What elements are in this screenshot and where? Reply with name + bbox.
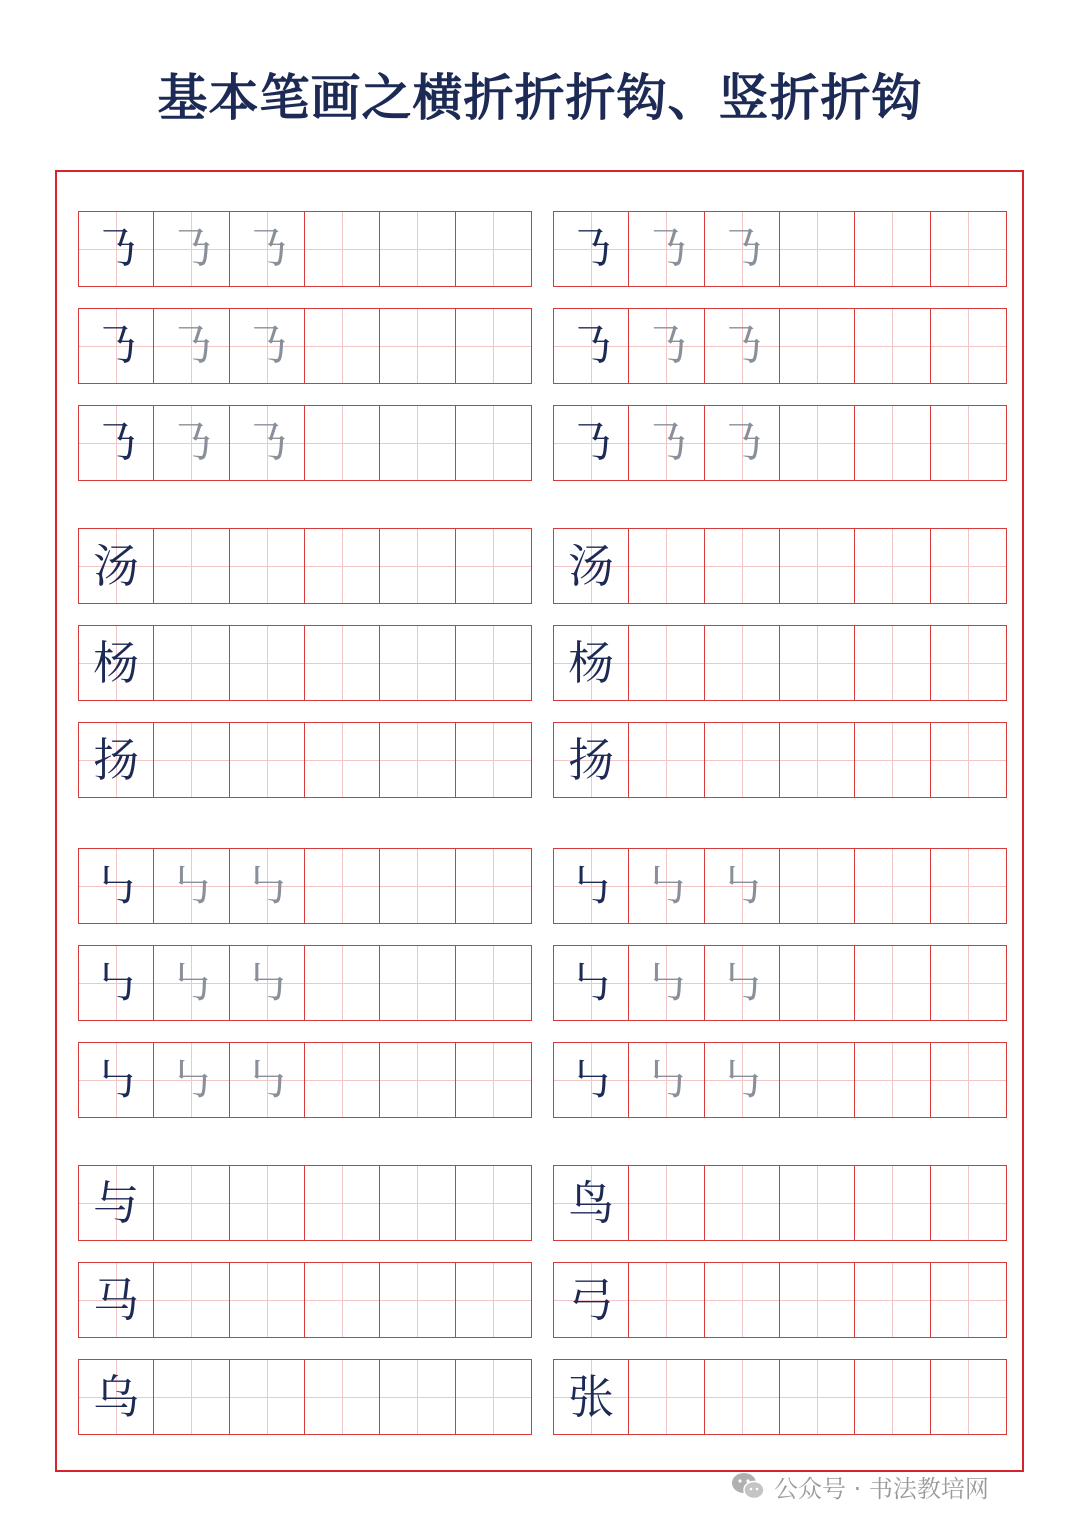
- grid-cell[interactable]: [855, 946, 930, 1020]
- model-character: 扬: [568, 733, 615, 787]
- model-character: 汤: [568, 539, 615, 593]
- grid-cell[interactable]: [154, 723, 229, 797]
- model-character: 马: [93, 1273, 140, 1327]
- grid-cell[interactable]: [230, 1043, 305, 1117]
- grid-cell[interactable]: [456, 626, 531, 700]
- model-character: ㇡: [93, 416, 140, 470]
- grid-cell[interactable]: [79, 946, 154, 1020]
- grid-cell[interactable]: [154, 529, 229, 603]
- trace-character: ㇉: [168, 956, 215, 1010]
- practice-row-right: [553, 625, 1007, 701]
- grid-cell[interactable]: [554, 849, 629, 923]
- grid-cell[interactable]: [305, 1166, 380, 1240]
- model-character: 张: [568, 1370, 615, 1424]
- trace-character: ㇉: [643, 859, 690, 913]
- grid-cell[interactable]: [855, 406, 930, 480]
- trace-character: ㇡: [643, 222, 690, 276]
- grid-cell[interactable]: [230, 529, 305, 603]
- practice-row-left: [78, 528, 532, 604]
- grid-cell[interactable]: [154, 946, 229, 1020]
- model-character: ㇉: [93, 956, 140, 1010]
- grid-cell[interactable]: [456, 723, 531, 797]
- grid-cell[interactable]: [380, 1043, 455, 1117]
- grid-cell[interactable]: [554, 1043, 629, 1117]
- grid-cell[interactable]: [230, 212, 305, 286]
- grid-cell[interactable]: [79, 1263, 154, 1337]
- grid-cell[interactable]: [705, 212, 780, 286]
- grid-cell[interactable]: [855, 1263, 930, 1337]
- grid-cell[interactable]: [780, 723, 855, 797]
- grid-cell[interactable]: [380, 212, 455, 286]
- trace-character: ㇡: [168, 319, 215, 373]
- grid-cell[interactable]: [230, 626, 305, 700]
- grid-cell[interactable]: [305, 723, 380, 797]
- grid-cell[interactable]: [305, 849, 380, 923]
- model-character: ㇉: [93, 1053, 140, 1107]
- grid-cell[interactable]: [554, 1263, 629, 1337]
- grid-cell[interactable]: [780, 529, 855, 603]
- grid-cell[interactable]: [705, 1043, 780, 1117]
- grid-cell[interactable]: [305, 309, 380, 383]
- practice-row-left: [78, 1262, 532, 1338]
- grid-cell[interactable]: [554, 1166, 629, 1240]
- model-character: ㇉: [93, 859, 140, 913]
- grid-cell[interactable]: [456, 1263, 531, 1337]
- grid-cell[interactable]: [79, 309, 154, 383]
- practice-row-left: [78, 848, 532, 924]
- grid-cell[interactable]: [79, 212, 154, 286]
- model-character: 杨: [568, 636, 615, 690]
- grid-cell[interactable]: [154, 626, 229, 700]
- grid-cell[interactable]: [79, 723, 154, 797]
- model-character: 杨: [93, 636, 140, 690]
- grid-cell[interactable]: [705, 309, 780, 383]
- grid-cell[interactable]: [554, 212, 629, 286]
- grid-cell[interactable]: [554, 723, 629, 797]
- grid-cell[interactable]: [154, 1043, 229, 1117]
- grid-cell[interactable]: [230, 849, 305, 923]
- grid-cell[interactable]: [305, 1263, 380, 1337]
- practice-row-right: [553, 405, 1007, 481]
- practice-row-left: [78, 405, 532, 481]
- grid-cell[interactable]: [931, 1360, 1006, 1434]
- grid-cell[interactable]: [780, 212, 855, 286]
- trace-character: ㇉: [168, 1053, 215, 1107]
- grid-cell[interactable]: [456, 529, 531, 603]
- grid-cell[interactable]: [380, 1166, 455, 1240]
- grid-cell[interactable]: [855, 212, 930, 286]
- grid-cell[interactable]: [554, 1360, 629, 1434]
- grid-cell[interactable]: [931, 529, 1006, 603]
- grid-cell[interactable]: [230, 406, 305, 480]
- grid-cell[interactable]: [554, 946, 629, 1020]
- grid-cell[interactable]: [705, 946, 780, 1020]
- model-character: 弓: [568, 1273, 615, 1327]
- grid-cell[interactable]: [855, 309, 930, 383]
- practice-row-right: [553, 1042, 1007, 1118]
- grid-cell[interactable]: [629, 212, 704, 286]
- grid-cell[interactable]: [931, 723, 1006, 797]
- grid-cell[interactable]: [629, 1263, 704, 1337]
- grid-cell[interactable]: [629, 309, 704, 383]
- trace-character: ㇉: [643, 956, 690, 1010]
- model-character: ㇡: [568, 222, 615, 276]
- grid-cell[interactable]: [705, 849, 780, 923]
- practice-row-right: [553, 945, 1007, 1021]
- grid-cell[interactable]: [305, 626, 380, 700]
- grid-cell[interactable]: [154, 212, 229, 286]
- practice-row-right: [553, 308, 1007, 384]
- practice-row-right: [553, 848, 1007, 924]
- grid-cell[interactable]: [705, 529, 780, 603]
- grid-cell[interactable]: [456, 1360, 531, 1434]
- grid-cell[interactable]: [554, 529, 629, 603]
- grid-cell[interactable]: [230, 1166, 305, 1240]
- grid-cell[interactable]: [855, 1166, 930, 1240]
- trace-character: ㇡: [168, 416, 215, 470]
- trace-character: ㇉: [718, 956, 765, 1010]
- practice-row-right: [553, 1262, 1007, 1338]
- practice-row-left: [78, 308, 532, 384]
- grid-cell[interactable]: [780, 1360, 855, 1434]
- account-label: 公众号 · 书法教培网: [774, 1474, 989, 1503]
- grid-cell[interactable]: [931, 406, 1006, 480]
- grid-cell[interactable]: [629, 723, 704, 797]
- grid-cell[interactable]: [154, 406, 229, 480]
- account-footer: [730, 1468, 989, 1504]
- practice-row-left: [78, 1042, 532, 1118]
- grid-cell[interactable]: [79, 406, 154, 480]
- grid-cell[interactable]: [79, 626, 154, 700]
- grid-cell[interactable]: [154, 849, 229, 923]
- grid-cell[interactable]: [931, 309, 1006, 383]
- model-character: 汤: [93, 539, 140, 593]
- grid-cell[interactable]: [705, 626, 780, 700]
- grid-cell[interactable]: [380, 723, 455, 797]
- grid-cell[interactable]: [305, 1360, 380, 1434]
- practice-row-left: [78, 945, 532, 1021]
- grid-cell[interactable]: [456, 406, 531, 480]
- grid-cell[interactable]: [629, 626, 704, 700]
- grid-cell[interactable]: [629, 1166, 704, 1240]
- grid-cell[interactable]: [380, 1360, 455, 1434]
- grid-cell[interactable]: [780, 849, 855, 923]
- grid-cell[interactable]: [305, 212, 380, 286]
- grid-cell[interactable]: [456, 1166, 531, 1240]
- trace-character: ㇡: [718, 319, 765, 373]
- grid-cell[interactable]: [780, 626, 855, 700]
- trace-character: ㇉: [718, 859, 765, 913]
- grid-cell[interactable]: [154, 1166, 229, 1240]
- trace-character: ㇡: [643, 319, 690, 373]
- grid-cell[interactable]: [230, 1263, 305, 1337]
- practice-row-right: [553, 528, 1007, 604]
- grid-cell[interactable]: [705, 1166, 780, 1240]
- grid-cell[interactable]: [230, 946, 305, 1020]
- model-character: ㇉: [568, 956, 615, 1010]
- grid-cell[interactable]: [780, 1166, 855, 1240]
- grid-cell[interactable]: [305, 406, 380, 480]
- grid-cell[interactable]: [79, 849, 154, 923]
- grid-cell[interactable]: [931, 946, 1006, 1020]
- grid-cell[interactable]: [305, 946, 380, 1020]
- grid-cell[interactable]: [629, 529, 704, 603]
- trace-character: ㇉: [168, 859, 215, 913]
- grid-cell[interactable]: [705, 723, 780, 797]
- grid-cell[interactable]: [629, 849, 704, 923]
- grid-cell[interactable]: [554, 406, 629, 480]
- grid-cell[interactable]: [230, 309, 305, 383]
- grid-cell[interactable]: [931, 212, 1006, 286]
- grid-cell[interactable]: [230, 1360, 305, 1434]
- practice-row-left: [78, 211, 532, 287]
- trace-character: ㇉: [643, 1053, 690, 1107]
- grid-cell[interactable]: [380, 309, 455, 383]
- practice-row-left: [78, 1359, 532, 1435]
- page-title: 基本笔画之横折折折钩、竖折折钩: [157, 68, 923, 127]
- trace-character: ㇡: [718, 416, 765, 470]
- trace-character: ㇡: [643, 416, 690, 470]
- grid-cell[interactable]: [780, 406, 855, 480]
- grid-cell[interactable]: [931, 1263, 1006, 1337]
- grid-cell[interactable]: [931, 1166, 1006, 1240]
- grid-cell[interactable]: [79, 529, 154, 603]
- grid-cell[interactable]: [931, 626, 1006, 700]
- practice-row-left: [78, 625, 532, 701]
- model-character: ㇉: [568, 859, 615, 913]
- grid-cell[interactable]: [380, 849, 455, 923]
- wechat-icon: [730, 1471, 766, 1501]
- grid-cell[interactable]: [629, 1043, 704, 1117]
- grid-cell[interactable]: [380, 406, 455, 480]
- trace-character: ㇡: [718, 222, 765, 276]
- trace-character: ㇉: [718, 1053, 765, 1107]
- grid-cell[interactable]: [79, 1166, 154, 1240]
- model-character: 与: [93, 1176, 140, 1230]
- grid-cell[interactable]: [931, 1043, 1006, 1117]
- grid-cell[interactable]: [230, 723, 305, 797]
- model-character: 扬: [93, 733, 140, 787]
- practice-row-right: [553, 722, 1007, 798]
- grid-cell[interactable]: [456, 946, 531, 1020]
- grid-cell[interactable]: [380, 529, 455, 603]
- grid-cell[interactable]: [705, 1360, 780, 1434]
- trace-character: ㇡: [243, 222, 290, 276]
- grid-cell[interactable]: [380, 946, 455, 1020]
- grid-cell[interactable]: [855, 529, 930, 603]
- grid-cell[interactable]: [855, 626, 930, 700]
- practice-row-left: [78, 1165, 532, 1241]
- trace-character: ㇉: [243, 859, 290, 913]
- trace-character: ㇉: [243, 956, 290, 1010]
- model-character: ㇡: [568, 319, 615, 373]
- grid-cell[interactable]: [154, 309, 229, 383]
- grid-cell[interactable]: [629, 946, 704, 1020]
- grid-cell[interactable]: [629, 1360, 704, 1434]
- model-character: ㇡: [568, 416, 615, 470]
- grid-cell[interactable]: [79, 1360, 154, 1434]
- grid-cell[interactable]: [380, 626, 455, 700]
- grid-cell[interactable]: [154, 1360, 229, 1434]
- grid-cell[interactable]: [305, 1043, 380, 1117]
- model-character: ㇉: [568, 1053, 615, 1107]
- practice-row-right: [553, 1359, 1007, 1435]
- practice-row-right: [553, 211, 1007, 287]
- grid-cell[interactable]: [780, 946, 855, 1020]
- grid-cell[interactable]: [154, 1263, 229, 1337]
- trace-character: ㇡: [243, 319, 290, 373]
- grid-cell[interactable]: [705, 406, 780, 480]
- grid-cell[interactable]: [380, 1263, 455, 1337]
- trace-character: ㇉: [243, 1053, 290, 1107]
- practice-row-left: [78, 722, 532, 798]
- grid-cell[interactable]: [456, 1043, 531, 1117]
- model-character: 乌: [93, 1370, 140, 1424]
- grid-cell[interactable]: [705, 1263, 780, 1337]
- grid-cell[interactable]: [780, 1043, 855, 1117]
- trace-character: ㇡: [168, 222, 215, 276]
- model-character: ㇡: [93, 319, 140, 373]
- trace-character: ㇡: [243, 416, 290, 470]
- grid-cell[interactable]: [855, 1043, 930, 1117]
- grid-cell[interactable]: [855, 849, 930, 923]
- model-character: 鸟: [568, 1176, 615, 1230]
- grid-cell[interactable]: [456, 212, 531, 286]
- grid-cell[interactable]: [855, 1360, 930, 1434]
- practice-row-right: [553, 1165, 1007, 1241]
- model-character: ㇡: [93, 222, 140, 276]
- grid-cell[interactable]: [79, 1043, 154, 1117]
- grid-cell[interactable]: [554, 309, 629, 383]
- grid-cell[interactable]: [456, 849, 531, 923]
- grid-cell[interactable]: [931, 849, 1006, 923]
- grid-cell[interactable]: [554, 626, 629, 700]
- grid-cell[interactable]: [780, 309, 855, 383]
- grid-cell[interactable]: [456, 309, 531, 383]
- grid-cell[interactable]: [305, 529, 380, 603]
- grid-cell[interactable]: [629, 406, 704, 480]
- grid-cell[interactable]: [780, 1263, 855, 1337]
- grid-cell[interactable]: [855, 723, 930, 797]
